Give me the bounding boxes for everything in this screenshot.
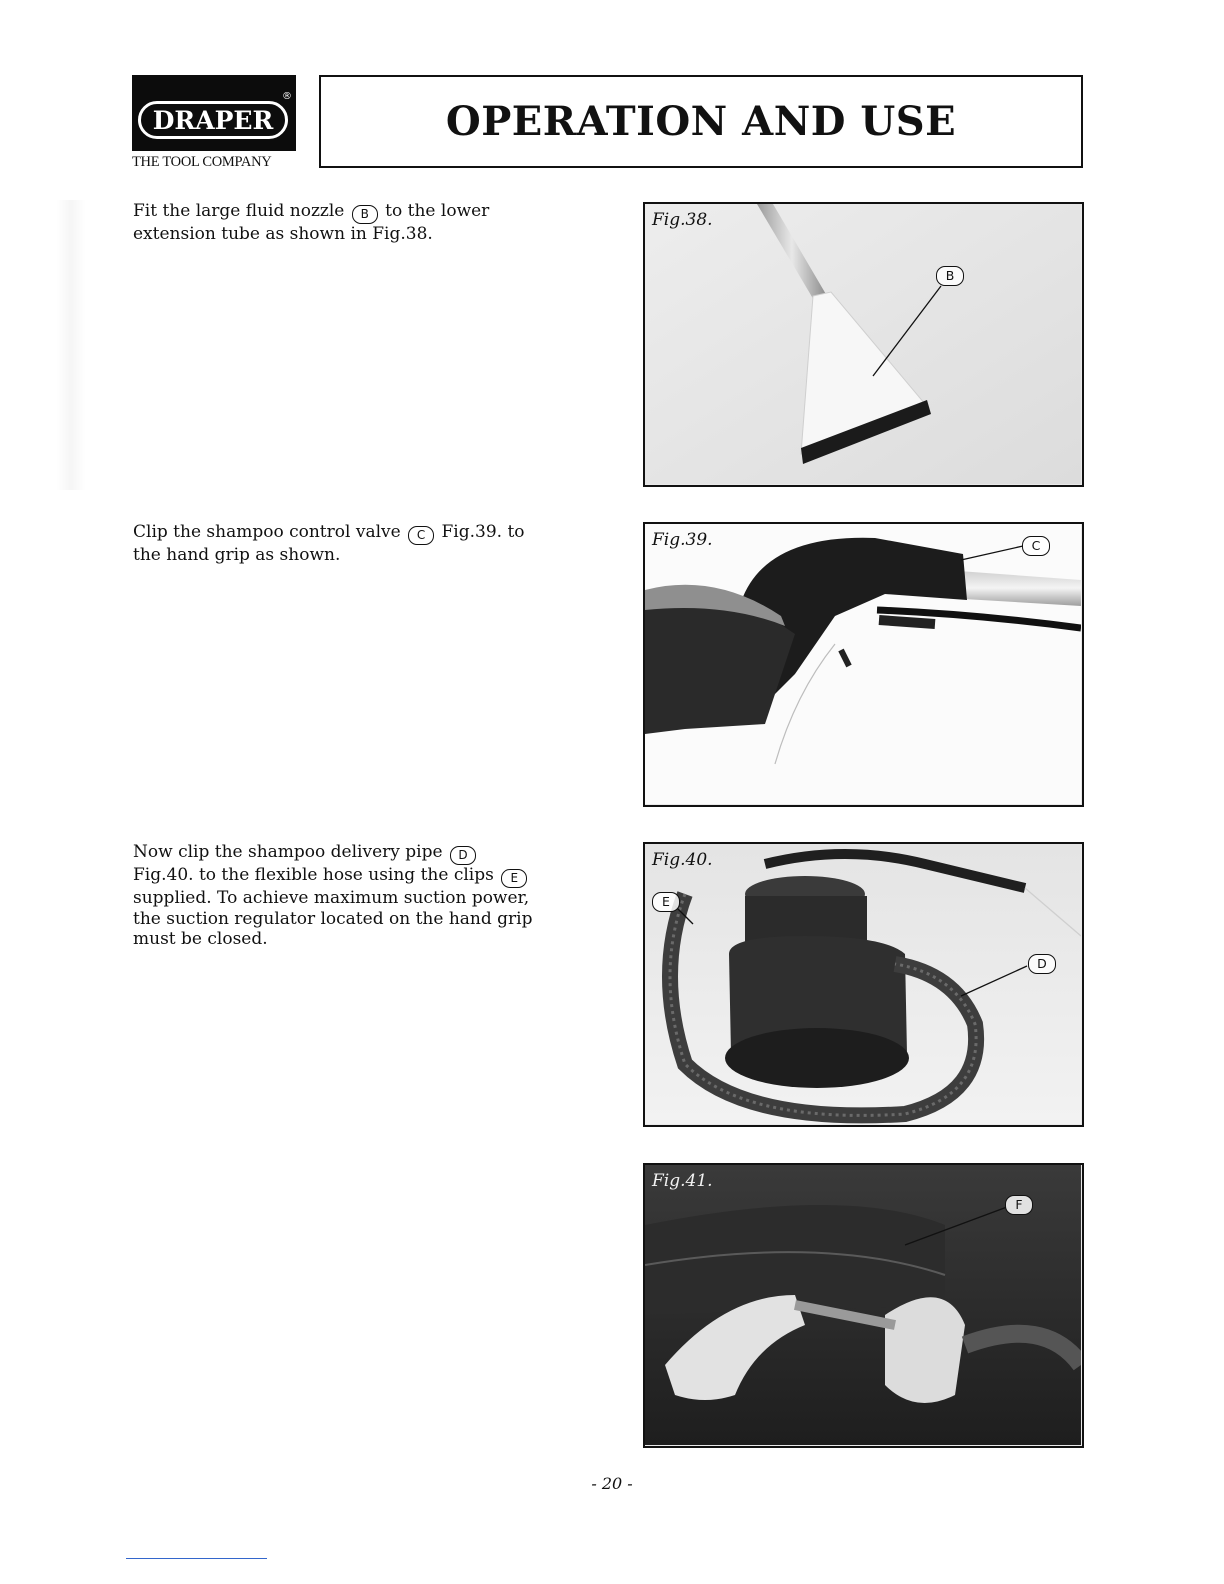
- instruction-fig39: [133, 522, 583, 566]
- callout-b: B: [936, 266, 964, 286]
- registered-mark: ®: [282, 91, 292, 102]
- instruction-fig40: [133, 842, 583, 950]
- callout-e: E: [652, 892, 680, 912]
- callout-f: F: [1005, 1195, 1033, 1215]
- callout-d: D: [1028, 954, 1056, 974]
- figure-40: [643, 842, 1084, 1127]
- instruction-text: Now clip the shampoo delivery pipe D Fig.40. to the flexible hose using the clips E supplied. To achieve maximum suction power, the suction regulator located on the hand grip must be closed.: [133, 842, 533, 949]
- figure-label: Fig.38.: [652, 210, 713, 230]
- logo-pill: [138, 101, 288, 139]
- figure-41: [643, 1163, 1084, 1448]
- page-number: - 20 -: [591, 1474, 633, 1493]
- logo-text: DRAPER: [152, 105, 274, 135]
- figure-label: Fig.39.: [652, 530, 713, 550]
- vacuum-hose-photo: [645, 844, 1081, 1124]
- instruction-fig38: [133, 201, 583, 245]
- callout-marker: E: [501, 869, 527, 888]
- callout-marker: D: [450, 846, 476, 865]
- instruction-text: Clip the shampoo control valve C Fig.39. to the hand grip as shown.: [133, 522, 525, 565]
- nozzle-photo: [645, 204, 1081, 484]
- section-header: [319, 75, 1083, 168]
- callout-marker: C: [408, 526, 434, 545]
- hand-grip-photo: [645, 524, 1081, 804]
- figure-label: Fig.40.: [652, 850, 713, 870]
- logo-tagline: THE TOOL COMPANY: [132, 154, 272, 170]
- callout-marker: B: [352, 205, 378, 224]
- instruction-text: Fit the large fluid nozzle B to the lower extension tube as shown in Fig.38.: [133, 201, 490, 244]
- callout-c: C: [1022, 536, 1050, 556]
- scan-shadow: [56, 200, 86, 490]
- draper-logo: [132, 75, 296, 173]
- figure-39: [643, 522, 1084, 807]
- figure-label: Fig.41.: [652, 1171, 713, 1191]
- logo-background: [132, 75, 296, 151]
- footnote-rule: [126, 1558, 267, 1559]
- figure-38: [643, 202, 1084, 487]
- page-title: OPERATION AND USE: [445, 98, 957, 145]
